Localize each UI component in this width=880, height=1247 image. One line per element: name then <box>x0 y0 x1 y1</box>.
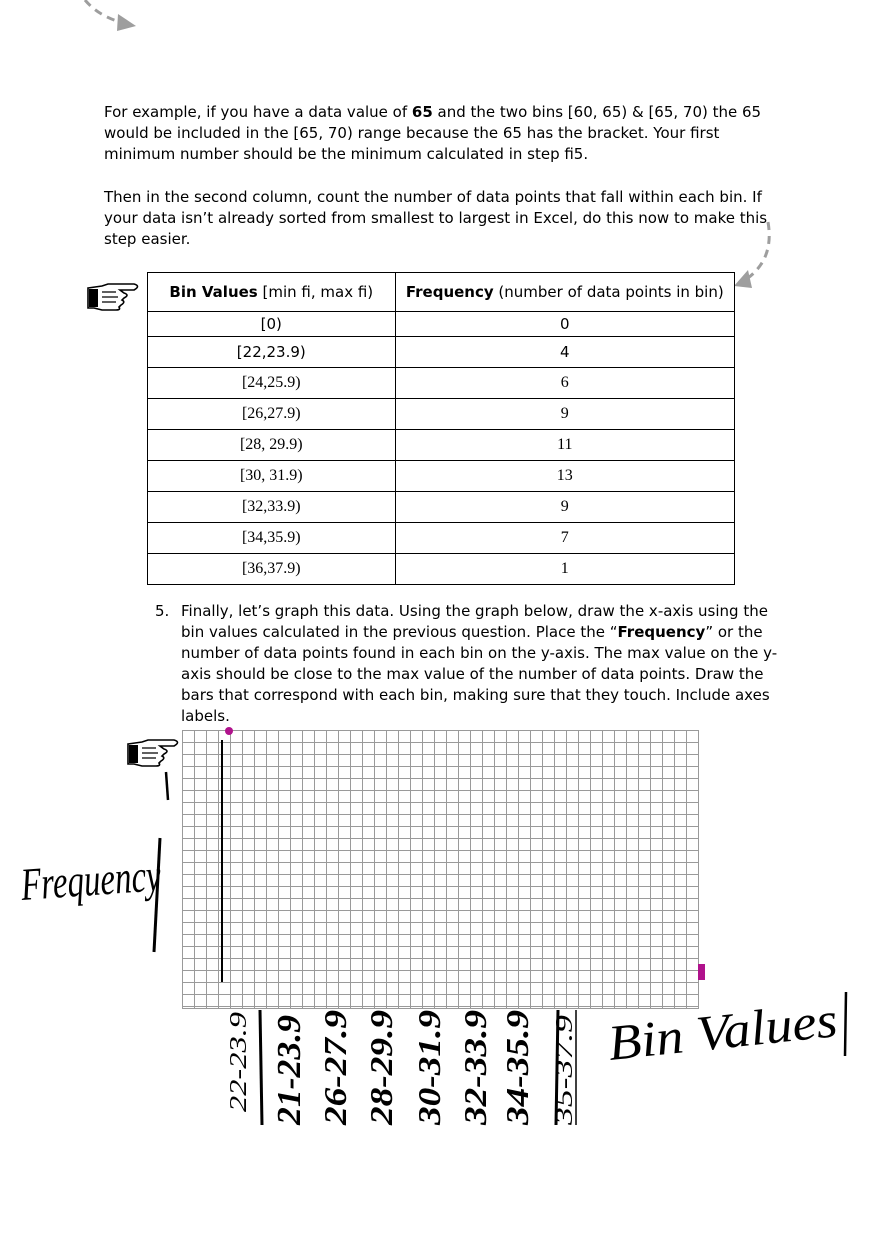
step-text <box>181 601 779 727</box>
y-axis-stroke-1 <box>166 772 168 800</box>
freq-cell: 13 <box>395 461 734 492</box>
step-number: 5. <box>155 602 170 620</box>
freq-cell: 4 <box>395 337 734 368</box>
bin-cell: [22,23.9) <box>148 337 396 368</box>
top-arrow-head <box>117 14 136 31</box>
bin-header-bold: Bin Values <box>169 283 258 301</box>
bin-cell: [24,25.9) <box>148 368 396 399</box>
step-text-start: Finally, let’s graph this data. Using the graph below, draw the x-axis using the bin values calculated in the previous question. Place the “ <box>181 602 768 641</box>
freq-header-rest: (number of data points in bin) <box>493 283 724 301</box>
marker-square <box>698 964 705 980</box>
step-text-bold: Frequency <box>617 623 706 641</box>
p1-bold-value: 65 <box>411 103 433 121</box>
table-row <box>148 312 735 337</box>
p1-text-start: For example, if you have a data value of <box>104 103 412 121</box>
handwritten-tick: 21-23.9 <box>271 1020 308 1125</box>
p1-text-end: and the two bins [60, 65) & [65, 70) the 65 would be included in the [65, 70) range because the 65 has the bracket. Your first minimum number should be the minimum calculated in step fi5. <box>104 103 762 163</box>
handwritten-tick: 22-23.9 <box>226 1038 252 1112</box>
freq-cell: 11 <box>395 430 734 461</box>
bin-cell: [34,35.9) <box>148 523 396 554</box>
top-dashed-arrow <box>85 0 128 24</box>
handwritten-tick: 32-33.9 <box>457 1026 493 1125</box>
table-row <box>148 430 735 461</box>
handwritten-tick: 30-31.9 <box>411 1026 447 1125</box>
handwritten-tick: 35-37.9 <box>552 1051 578 1125</box>
bin-values-header <box>148 273 396 312</box>
table-row <box>148 492 735 523</box>
bin-header-rest: [min fi, max fi) <box>257 283 374 301</box>
bin-cell: [26,27.9) <box>148 399 396 430</box>
freq-header-bold: Frequency <box>405 283 494 301</box>
table-row <box>148 523 735 554</box>
graph-grid[interactable] <box>182 730 699 1009</box>
table-row <box>148 554 735 585</box>
handwritten-tick: 34-35.9 <box>499 1026 535 1125</box>
example-paragraph <box>104 102 776 165</box>
step-text-end: ” or the number of data points found in each bin on the y-axis. The max value on the y-axis should be close to the max value of the number of data points. Draw the bars that correspond with each bin, making sure that they touch. Include axes labels. <box>181 623 778 725</box>
bin-cell: [32,33.9) <box>148 492 396 523</box>
pointing-hand-icon <box>86 280 142 312</box>
table-row <box>148 461 735 492</box>
count-paragraph: Then in the second column, count the number of data points that fall within each bin. If your data isn’t already sorted from smallest to largest in Excel, do this now to make this step easier. <box>104 188 768 248</box>
x-axis-tick-left <box>260 1010 262 1125</box>
frequency-table <box>147 272 735 585</box>
x-label-end-mark <box>845 992 846 1056</box>
y-axis-stroke-2 <box>154 838 160 952</box>
table-row <box>148 399 735 430</box>
table-row <box>148 368 735 399</box>
bin-cell: [36,37.9) <box>148 554 396 585</box>
freq-cell: 9 <box>395 399 734 430</box>
freq-cell: 6 <box>395 368 734 399</box>
frequency-header <box>395 273 734 312</box>
bin-cell: [0) <box>148 312 396 337</box>
freq-cell: 7 <box>395 523 734 554</box>
table-row <box>148 337 735 368</box>
table-header-row <box>148 273 735 312</box>
pointing-hand-icon <box>126 736 182 768</box>
right-arrow-head <box>734 270 752 288</box>
handwritten-y-label: Frequency <box>19 845 218 910</box>
handwritten-tick: 26-27.9 <box>317 1026 353 1125</box>
freq-cell: 9 <box>395 492 734 523</box>
handwritten-tick: 28-29.9 <box>363 1026 399 1125</box>
bin-cell: [28, 29.9) <box>148 430 396 461</box>
handwritten-x-label: Bin Values <box>605 993 823 1071</box>
freq-cell: 0 <box>395 312 734 337</box>
x-axis-tick-right <box>556 1010 558 1125</box>
bin-cell: [30, 31.9) <box>148 461 396 492</box>
freq-cell: 1 <box>395 554 734 585</box>
